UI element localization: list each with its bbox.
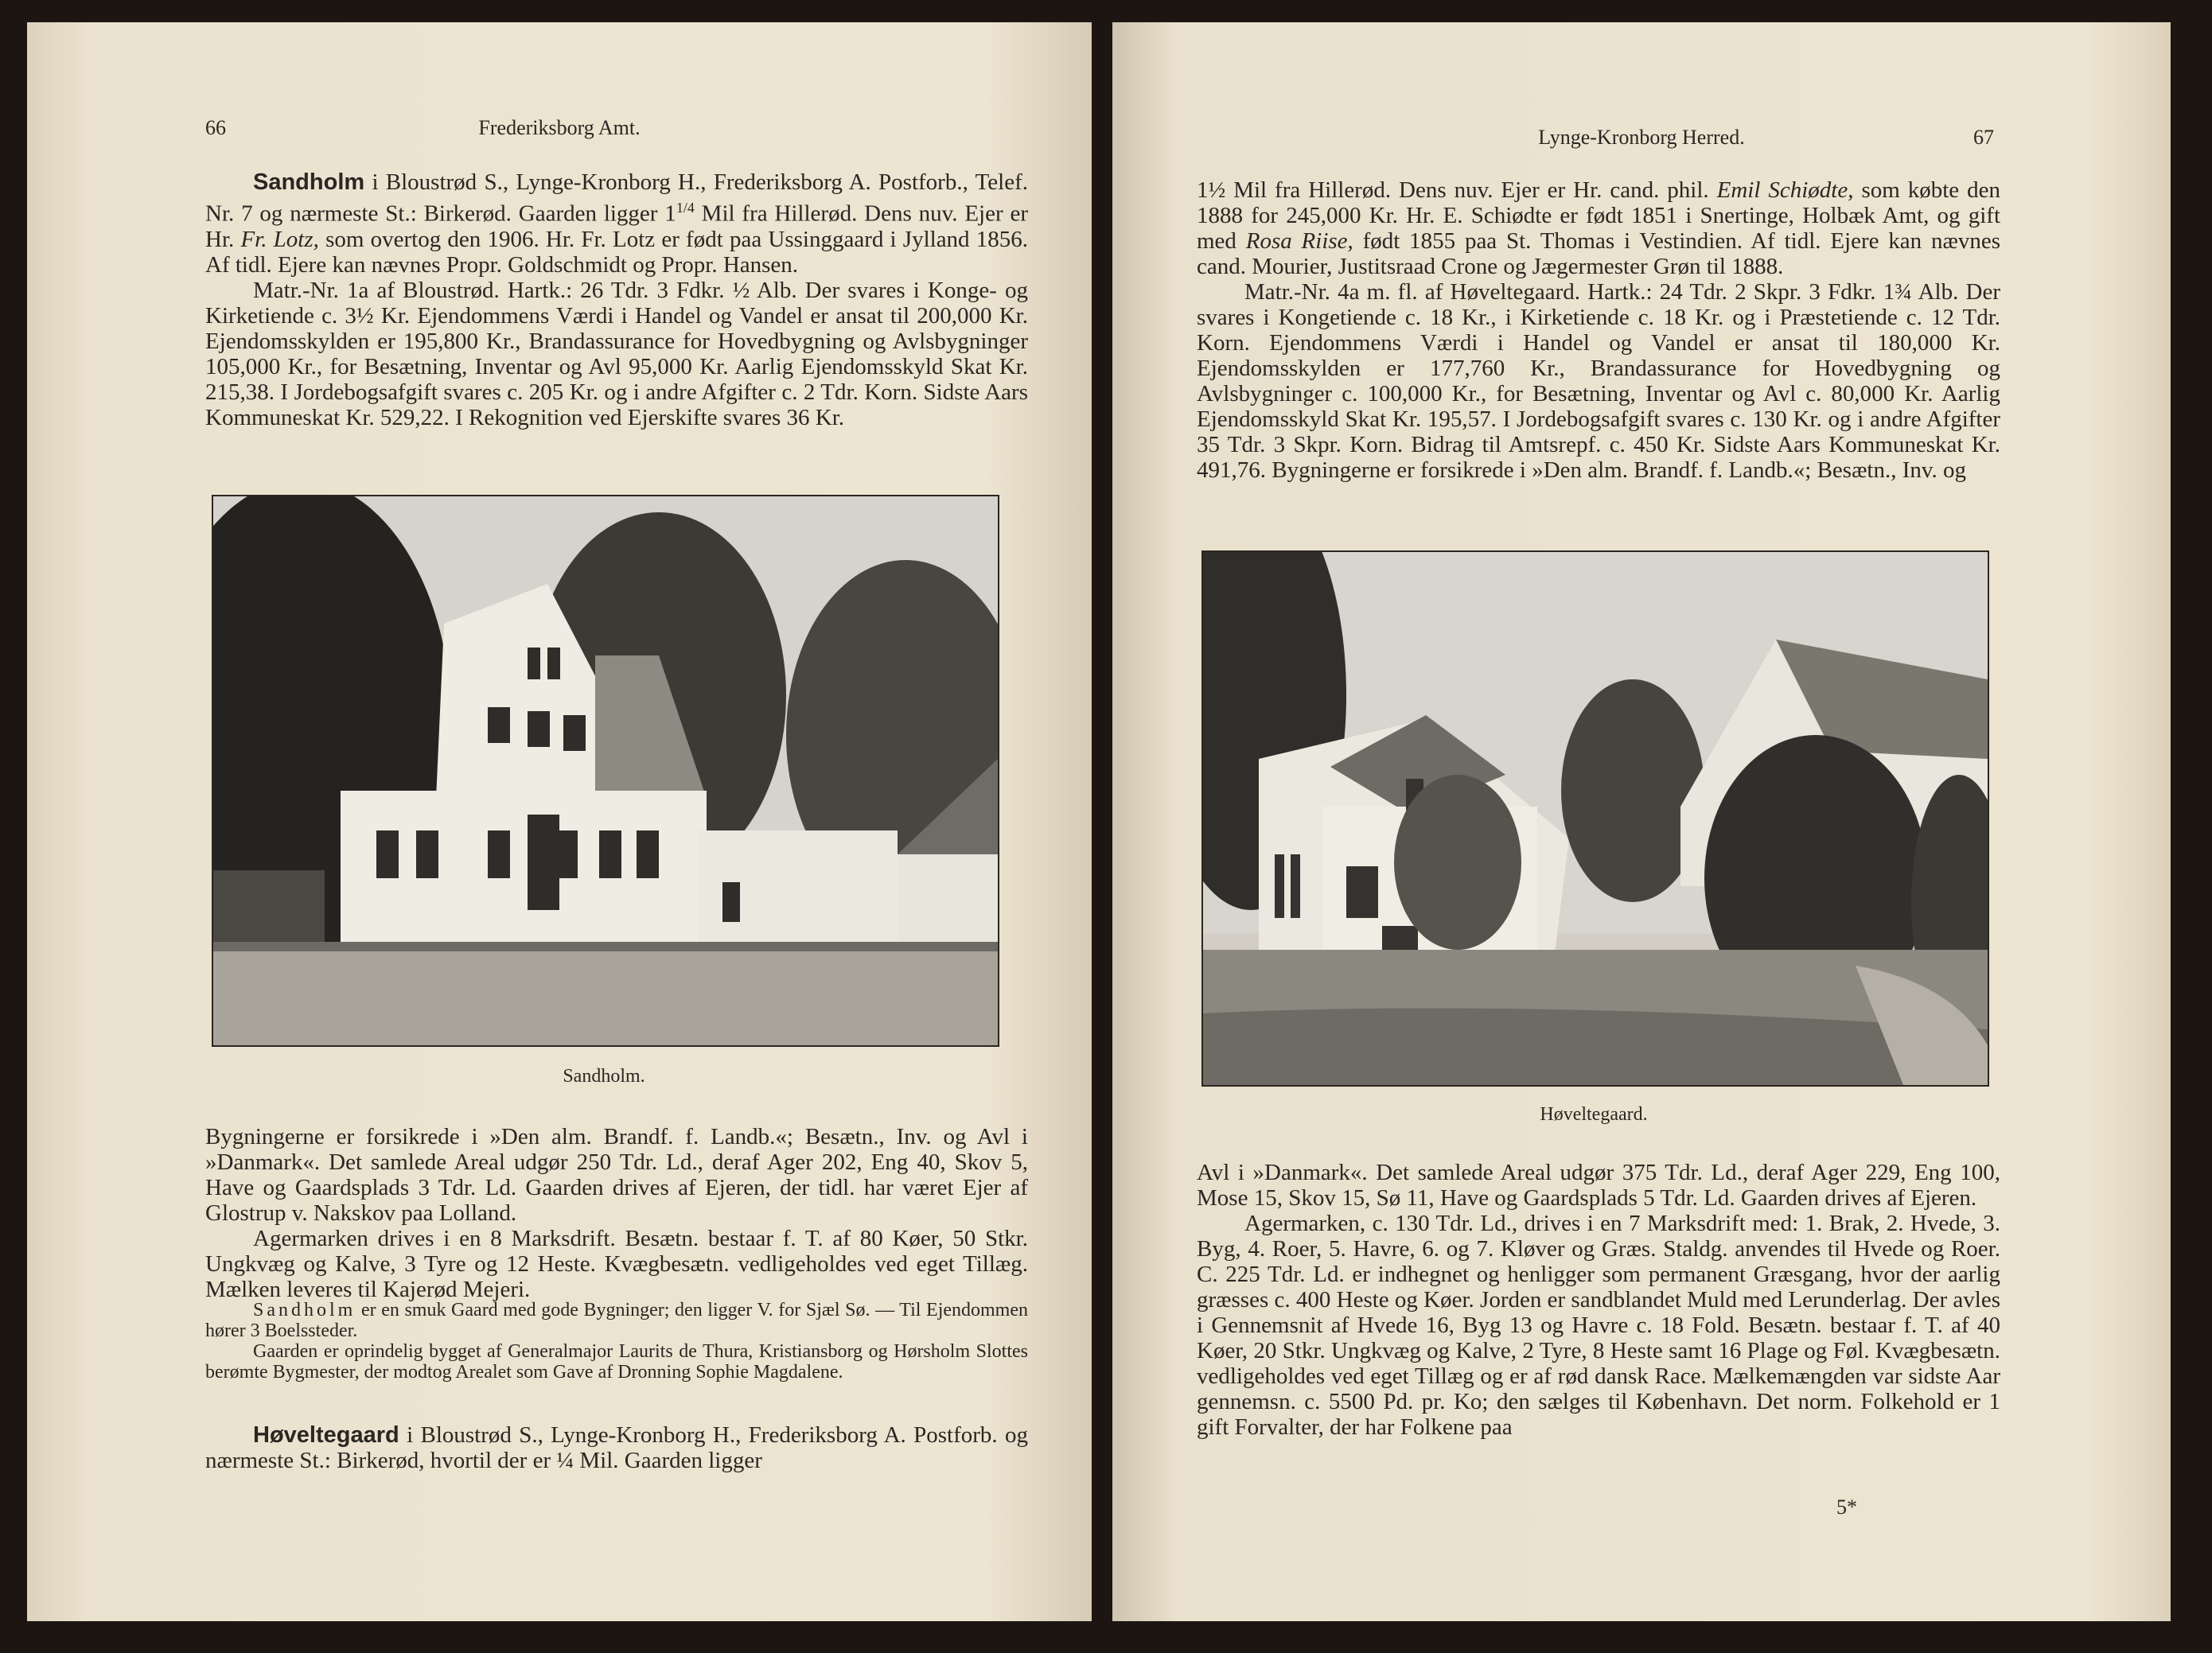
photo-caption: Sandholm.	[563, 1066, 645, 1087]
entry-name: Sandholm	[253, 169, 365, 195]
running-header: Lynge-Kronborg Herred.	[1538, 126, 1745, 149]
photo-caption: Høveltegaard.	[1540, 1104, 1648, 1125]
entry-sandholm-continued	[205, 1124, 1028, 1302]
property-details: Matr.-Nr. 4a m. fl. af Høveltegaard. Hartk.: 24 Tdr. 2 Skpr. 3 Fdkr. 1¾ Alb. Der svares i Kongetiende c. 18 Kr., i Kirketiende c. 18 Kr. og i Præstetiende c. 12 Tdr. Korn. Ejendommens Værdi i Handel og Vandel er ansat til 180,000 Kr. Ejendomsskylden er 177,760 Kr., Brandassurance for Hovedbygning og Avlsbygninger c. 100,000 Kr., for Besætning, Inventar og Avl c. 80,000 Kr. Aarlig Ejendomsskyld Skat Kr. 195,57. I Jordebogsafgift svares c. 130 Kr. og i andre Afgifter 35 Tdr. 3 Skpr. Korn. Bidrag til Amtsrepf. c. 450 Kr. Sidste Aars Kommuneskat Kr. 491,76. Bygningerne er forsikrede i »Den alm. Brandf. f. Landb.«; Besætn., Inv. og	[1197, 279, 2000, 483]
entry-hoveltegaard-farming	[1197, 1160, 2000, 1440]
page-number: 66	[205, 116, 226, 139]
photo-sandholm	[212, 495, 999, 1047]
page-number: 67	[1973, 126, 1994, 149]
entry-name: Høveltegaard	[253, 1422, 399, 1448]
notes-block: Sandholm er en smuk Gaard med gode Bygninger; den ligger V. for Sjæl Sø. — Til Ejendommen hører 3 Boelssteder. Gaarden er oprindelig bygget af Generalmajor Laurits de Thura, Kristiansborg og Hørsholm Slottes berømte Bygmester, der modtog Arealet som Gave af Dronning Sophie Magdalene.	[205, 1300, 1028, 1383]
wife-name: Rosa Riise,	[1245, 228, 1353, 254]
farming-paragraph: Agermarken, c. 130 Tdr. Ld., drives i en 7 Marksdrift med: 1. Brak, 2. Hvede, 3. Byg, 4. Roer, 5. Havre, 6. og 7. Kløver og Græs. Staldg. anvendes til Hvede og Roer. C. 225 Tdr. Ld. er indhegnet og henligger som permanent Græsgang, hvor der aarlig græsses c. 400 Heste og Køer. Jorden er sandblandet Muld med Lerunderlag. Der avles i Gennemsnit af Hvede 16, Byg 13 og Havre c. 18 Fold. Besætn. bestaar f. T. af 40 Køer, 20 Stkr. Ungkvæg og Kalve, 2 Tyre, 8 Heste samt 16 Plage og Føl. Kvægbesætn. vedligeholdes ved eget Tillæg og er af rød dansk Race. Mælkemængden var sidste Aar gennemsn. c. 5500 Pd. pr. Ko; den sælges til København. Det norm. Folkehold er 1 gift Forvalter, der har Folkene paa	[1197, 1211, 2000, 1440]
right-page	[1112, 22, 2171, 1621]
signature-mark: 5*	[1836, 1495, 1857, 1519]
entry-sandholm-intro: Sandholm i Bloustrød S., Lynge-Kronborg H., Frederiksborg A. Postforb., Telef. Nr. 7 og nærmeste St.: Birkerød. Gaarden ligger $1^{1/4}$ Mil fra Hillerød. Dens nuv. Ejer er Hr. Fr. Lotz, som overtog den 1906. Hr. Fr. Lotz er født paa Ussinggaard i Jylland 1856. Af tidl. Ejere kan nævnes Propr. Goldschmidt og Propr. Hansen. Matr.-Nr. 1a af Bloustrød. Hartk.: 26 Tdr. 3 Fdkr. ½ Alb. Der svares i Konge- og Kirketiende c. 3½ Kr. Ejendommens Værdi i Handel og Vandel er ansat til 200,000 Kr. Ejendomsskylden er 195,800 Kr., Brandassurance for Hovedbygning og Avlsbygninger 105,000 Kr., for Besætning, Inventar og Avl 95,000 Kr. Aarlig Ejendomsskyld Skat Kr. 215,38. I Jordebogsafgift svares c. 205 Kr. og i andre Afgifter c. 2 Tdr. Korn. Sidste Aars Kommuneskat Kr. 529,22. I Rekognition ved Ejerskifte svares 36 Kr.	[205, 169, 1029, 430]
owner-name: Emil Schiødte,	[1716, 177, 1854, 203]
areal-paragraph: Avl i »Danmark«. Det samlede Areal udgør 375 Tdr. Ld., deraf Ager 229, Eng 100, Mose 15, Skov 15, Sø 11, Have og Gaardsplads 5 Tdr. Ld. Gaarden drives af Ejeren.	[1197, 1160, 2000, 1211]
farming-paragraph: Agermarken drives i en 8 Marksdrift. Besætn. bestaar f. T. af 80 Køer, 50 Stkr. Ungkvæg og Kalve, 3 Tyre og 12 Heste. Kvægbesætn. vedligeholdes ved eget Tillæg. Mælken leveres til Kajerød Mejeri.	[205, 1226, 1028, 1302]
entry-hoveltegaard-intro: Høveltegaard i Bloustrød S., Lynge-Kronborg H., Frederiksborg A. Postforb. og nærmeste St.: Birkerød, hvortil der er ¼ Mil. Gaarden ligger	[205, 1422, 1028, 1473]
entry-hoveltegaard-continued: 1½ Mil fra Hillerød. Dens nuv. Ejer er Hr. cand. phil. Emil Schiødte, som købte den 1888 for 245,000 Kr. Hr. E. Schiødte er født 1851 i Snertinge, Holbæk Amt, og gift med Rosa Riise, født 1855 paa St. Thomas i Vestindien. Af tidl. Ejere kan nævnes cand. Mourier, Justitsraad Crone og Jægermester Grøn til 1888. Matr.-Nr. 4a m. fl. af Høveltegaard. Hartk.: 24 Tdr. 2 Skpr. 3 Fdkr. 1¾ Alb. Der svares i Kongetiende c. 18 Kr., i Kirketiende c. 18 Kr. og i Præstetiende c. 12 Tdr. Korn. Ejendommens Værdi i Handel og Vandel er ansat til 180,000 Kr. Ejendomsskylden er 177,760 Kr., Brandassurance for Hovedbygning og Avlsbygninger c. 100,000 Kr., for Besætning, Inventar og Avl c. 80,000 Kr. Aarlig Ejendomsskyld Skat Kr. 195,57. I Jordebogsafgift svares c. 130 Kr. og i andre Afgifter 35 Tdr. 3 Skpr. Korn. Bidrag til Amtsrepf. c. 450 Kr. Sidste Aars Kommuneskat Kr. 491,76. Bygningerne er forsikrede i »Den alm. Brandf. f. Landb.«; Besætn., Inv. og	[1197, 177, 2000, 483]
property-details: Matr.-Nr. 1a af Bloustrød. Hartk.: 26 Tdr. 3 Fdkr. ½ Alb. Der svares i Konge- og Kirketiende c. 3½ Kr. Ejendommens Værdi i Handel og Vandel er ansat til 200,000 Kr. Ejendomsskylden er 195,800 Kr., Brandassurance for Hovedbygning og Avlsbygninger 105,000 Kr., for Besætning, Inventar og Avl 95,000 Kr. Aarlig Ejendomsskyld Skat Kr. 215,38. I Jordebogsafgift svares c. 205 Kr. og i andre Afgifter c. 2 Tdr. Korn. Sidste Aars Kommuneskat Kr. 529,22. I Rekognition ved Ejerskifte svares 36 Kr.	[205, 277, 1028, 430]
owner-name: Fr. Lotz,	[240, 226, 319, 252]
left-page	[27, 22, 1092, 1621]
running-header: Frederiksborg Amt.	[478, 116, 641, 139]
buildings-paragraph: Bygningerne er forsikrede i »Den alm. Brandf. f. Landb.«; Besætn., Inv. og Avl i »Danmark«. Det samlede Areal udgør 250 Tdr. Ld., deraf Ager 202, Eng 40, Skov 5, Have og Gaardsplads 3 Tdr. Ld. Gaarden drives af Ejeren, der tidl. har været Ejer af Glostrup v. Nakskov paa Lolland.	[205, 1124, 1028, 1226]
photo-hoveltegaard	[1201, 550, 1989, 1087]
